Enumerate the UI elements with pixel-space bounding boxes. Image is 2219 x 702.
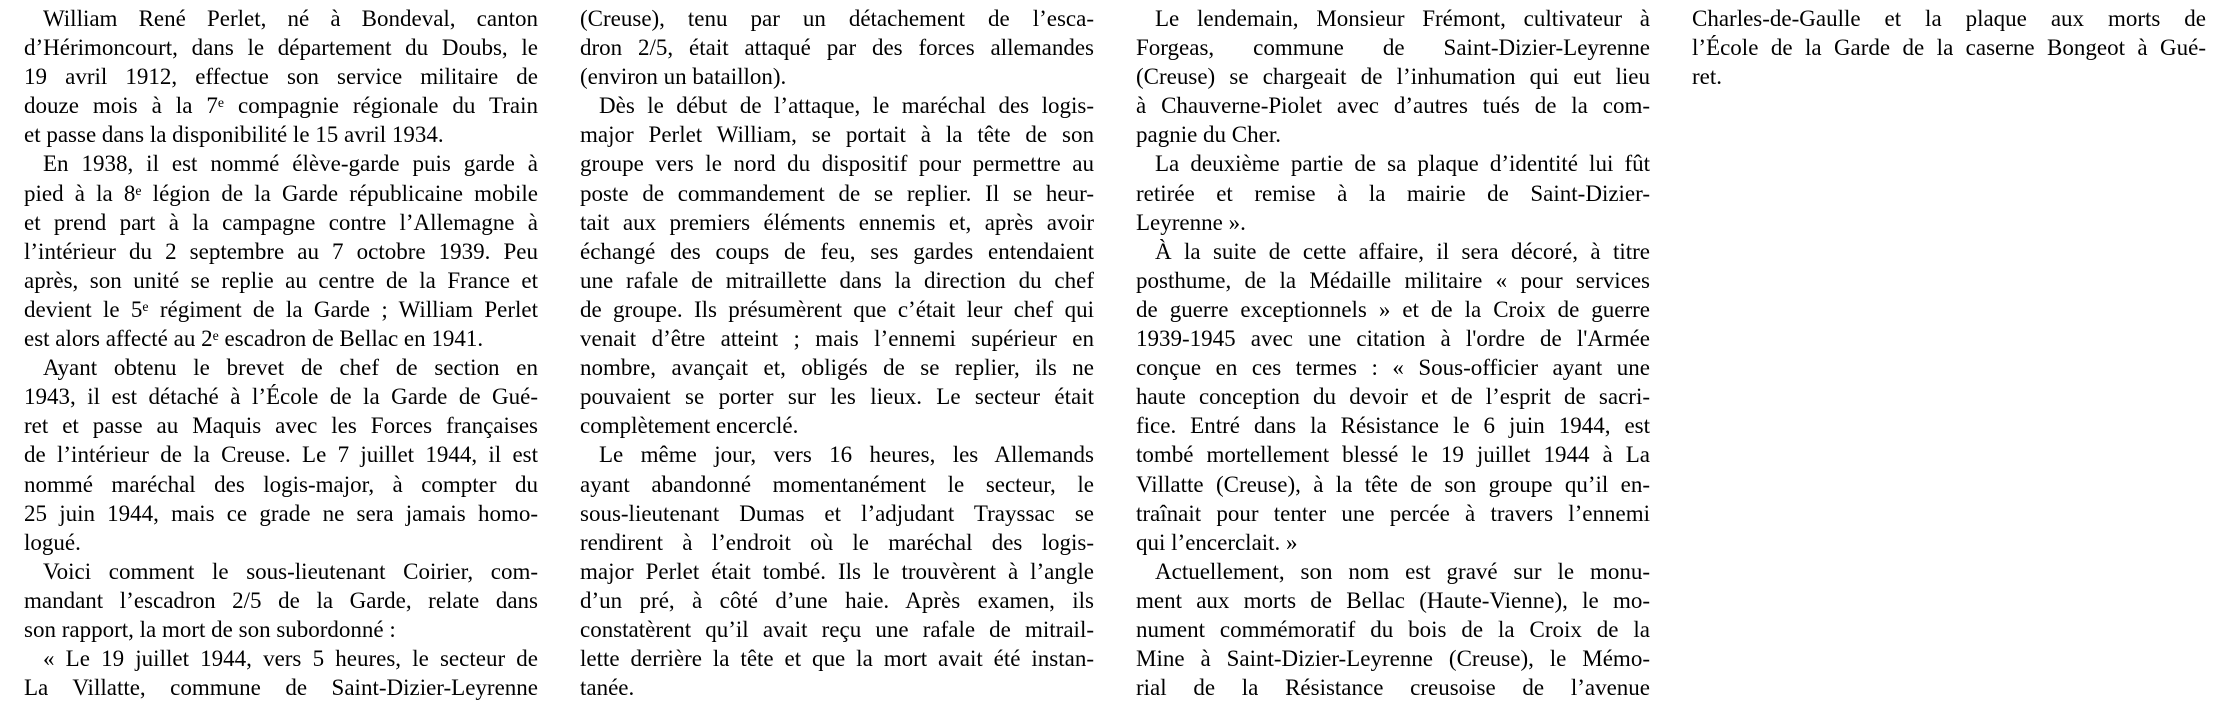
text-line: pagnie du Cher. [1136,122,1281,148]
text-line: tombé mortellement blessé le 19 juillet 1944 à La [1136,442,1650,468]
text-line: Villatte (Creuse), à la tête de son groupe qu’il en- [1136,471,1650,497]
text-line: nument commémoratif du bois de la Croix de la [1136,616,1650,642]
text-line: tanée. [580,675,635,701]
text-column-4 [1692,4,2206,700]
text-line: major Perlet était tombé. Ils le trouvèrent à l’angle [580,558,1094,584]
text-line: Charles-de-Gaulle et la plaque aux morts de [1692,6,2206,31]
text-line: retirée et remise à la mairie de Saint-Dizier- [1136,180,1650,206]
text-line: à Chauverne-Piolet avec d’autres tués de la com- [1136,93,1650,119]
text-line: ayant abandonné momentanément le secteur, le [580,471,1094,497]
text-line: Mine à Saint-Dizier-Leyrenne (Creuse), le Mémo- [1136,646,1650,672]
text-line: Dès le début de l’attaque, le maréchal des logis- [599,93,1094,119]
text-line: tait aux premiers éléments ennemis et, après avoir [580,209,1094,235]
text-line: est alors affecté au 2e escadron de Bellac en 1941. [24,326,484,352]
text-line: de l’intérieur de la Creuse. Le 7 juillet 1944, il est [24,442,538,468]
text-line: ment aux morts de Bellac (Haute-Vienne), le mo- [1136,587,1650,613]
text-line: nombre, avançait et, obligés de se replier, ils ne [580,355,1094,381]
text-line: Le lendemain, Monsieur Frémont, cultivateur à [1155,6,1650,31]
text-line: nommé maréchal des logis-major, à compter du [24,471,538,497]
text-line: venait d’être atteint ; mais l’ennemi supérieur en [580,326,1094,352]
text-line: son rapport, la mort de son subordonné : [24,616,396,642]
text-line: posthume, de la Médaille militaire « pour services [1136,267,1650,293]
text-line: d’un pré, à côté d’une haie. Après examen, ils [580,587,1094,613]
text-line: Leyrenne ». [1136,209,1246,235]
text-line: ret et passe au Maquis avec les Forces françaises [24,413,538,439]
text-line: une rafale de mitraillette dans la direction du chef [580,267,1094,293]
text-line: l’École de la Garde de la caserne Bongeot à Gué- [1692,35,2206,61]
text-line: conçue en ces termes : « Sous-officier ayant une [1136,355,1650,381]
text-line: Actuellement, son nom est gravé sur le monu- [1155,558,1650,584]
text-line: Forgeas, commune de Saint-Dizier-Leyrenne [1136,35,1650,61]
text-line: William René Perlet, né à Bondeval, canton [43,6,538,31]
text-line: mandant l’escadron 2/5 de la Garde, relate dans [24,587,538,613]
text-line: haute conception du devoir et de l’esprit de sacri- [1136,384,1650,410]
text-line: 1943, il est détaché à l’École de la Garde de Gué- [24,384,538,410]
text-line: qui l’encerclait. » [1136,529,1298,555]
text-line: poste de commandement de se replier. Il se heur- [580,180,1094,206]
text-line: (environ un bataillon). [580,64,787,90]
text-line: de guerre exceptionnels » et de la Croix de guerre [1136,296,1650,322]
text-line: dron 2/5, était attaqué par des forces allemandes [580,35,1094,61]
text-line: complètement encerclé. [580,413,799,439]
text-line: constatèrent qu’il avait reçu une rafale de mitrail- [580,616,1094,642]
text-line: La deuxième partie de sa plaque d’identité lui fût [1155,151,1650,177]
text-line: Le même jour, vers 16 heures, les Allemands [599,442,1094,468]
text-line: rendirent à l’endroit où le maréchal des logis- [580,529,1094,555]
text-line: échangé des coups de feu, ses gardes entendaient [580,238,1094,264]
text-line: lette derrière la tête et que la mort avait été instan- [580,646,1094,672]
text-line: 19 avril 1912, effectue son service militaire de [24,64,538,90]
text-line: groupe vers le nord du dispositif pour permettre au [580,151,1094,177]
text-line: logué. [24,529,81,555]
text-column-2 [580,4,1094,700]
text-line: pied à la 8e légion de la Garde républicaine mobile [24,180,538,206]
text-line: major Perlet William, se portait à la tête de son [580,122,1094,148]
text-line: Voici comment le sous-lieutenant Coirier, com- [43,558,538,584]
text-line: 1939-1945 avec une citation à l'ordre de l'Armée [1136,326,1650,352]
text-line: « Le 19 juillet 1944, vers 5 heures, le secteur de [43,646,538,672]
text-line: et prend part à la campagne contre l’Allemagne à [24,209,538,235]
text-line: l’intérieur du 2 septembre au 7 octobre 1939. Peu [24,238,538,264]
text-line: devient le 5e régiment de la Garde ; William Perlet [24,296,538,322]
text-line: 25 juin 1944, mais ce grade ne sera jamais homo- [24,500,538,526]
text-line: À la suite de cette affaire, il sera décoré, à titre [1155,238,1650,264]
text-line: après, son unité se replie au centre de la France et [24,267,538,293]
text-column-3 [1136,4,1650,700]
text-column-1 [24,4,538,700]
text-line: fice. Entré dans la Résistance le 6 juin 1944, est [1136,413,1650,439]
text-line: douze mois à la 7e compagnie régionale du Train [24,93,538,119]
text-line: (Creuse), tenu par un détachement de l’esca- [580,6,1094,31]
text-line: Ayant obtenu le brevet de chef de section en [43,355,538,381]
text-line: d’Hérimoncourt, dans le département du Doubs, le [24,35,538,61]
text-line: rial de la Résistance creusoise de l’avenue [1136,675,1650,701]
text-line: La Villatte, commune de Saint-Dizier-Leyrenne [24,675,538,701]
text-line: traînait pour tenter une percée à travers l’ennemi [1136,500,1650,526]
text-line: et passe dans la disponibilité le 15 avril 1934. [24,122,444,148]
text-line: En 1938, il est nommé élève-garde puis garde à [43,151,538,177]
text-line: de groupe. Ils présumèrent que c’était leur chef qui [580,296,1094,322]
text-line: sous-lieutenant Dumas et l’adjudant Trayssac se [580,500,1094,526]
text-line: ret. [1692,64,1723,90]
text-line: pouvaient se porter sur les lieux. Le secteur était [580,384,1094,410]
text-line: (Creuse) se chargeait de l’inhumation qui eut lieu [1136,64,1650,90]
